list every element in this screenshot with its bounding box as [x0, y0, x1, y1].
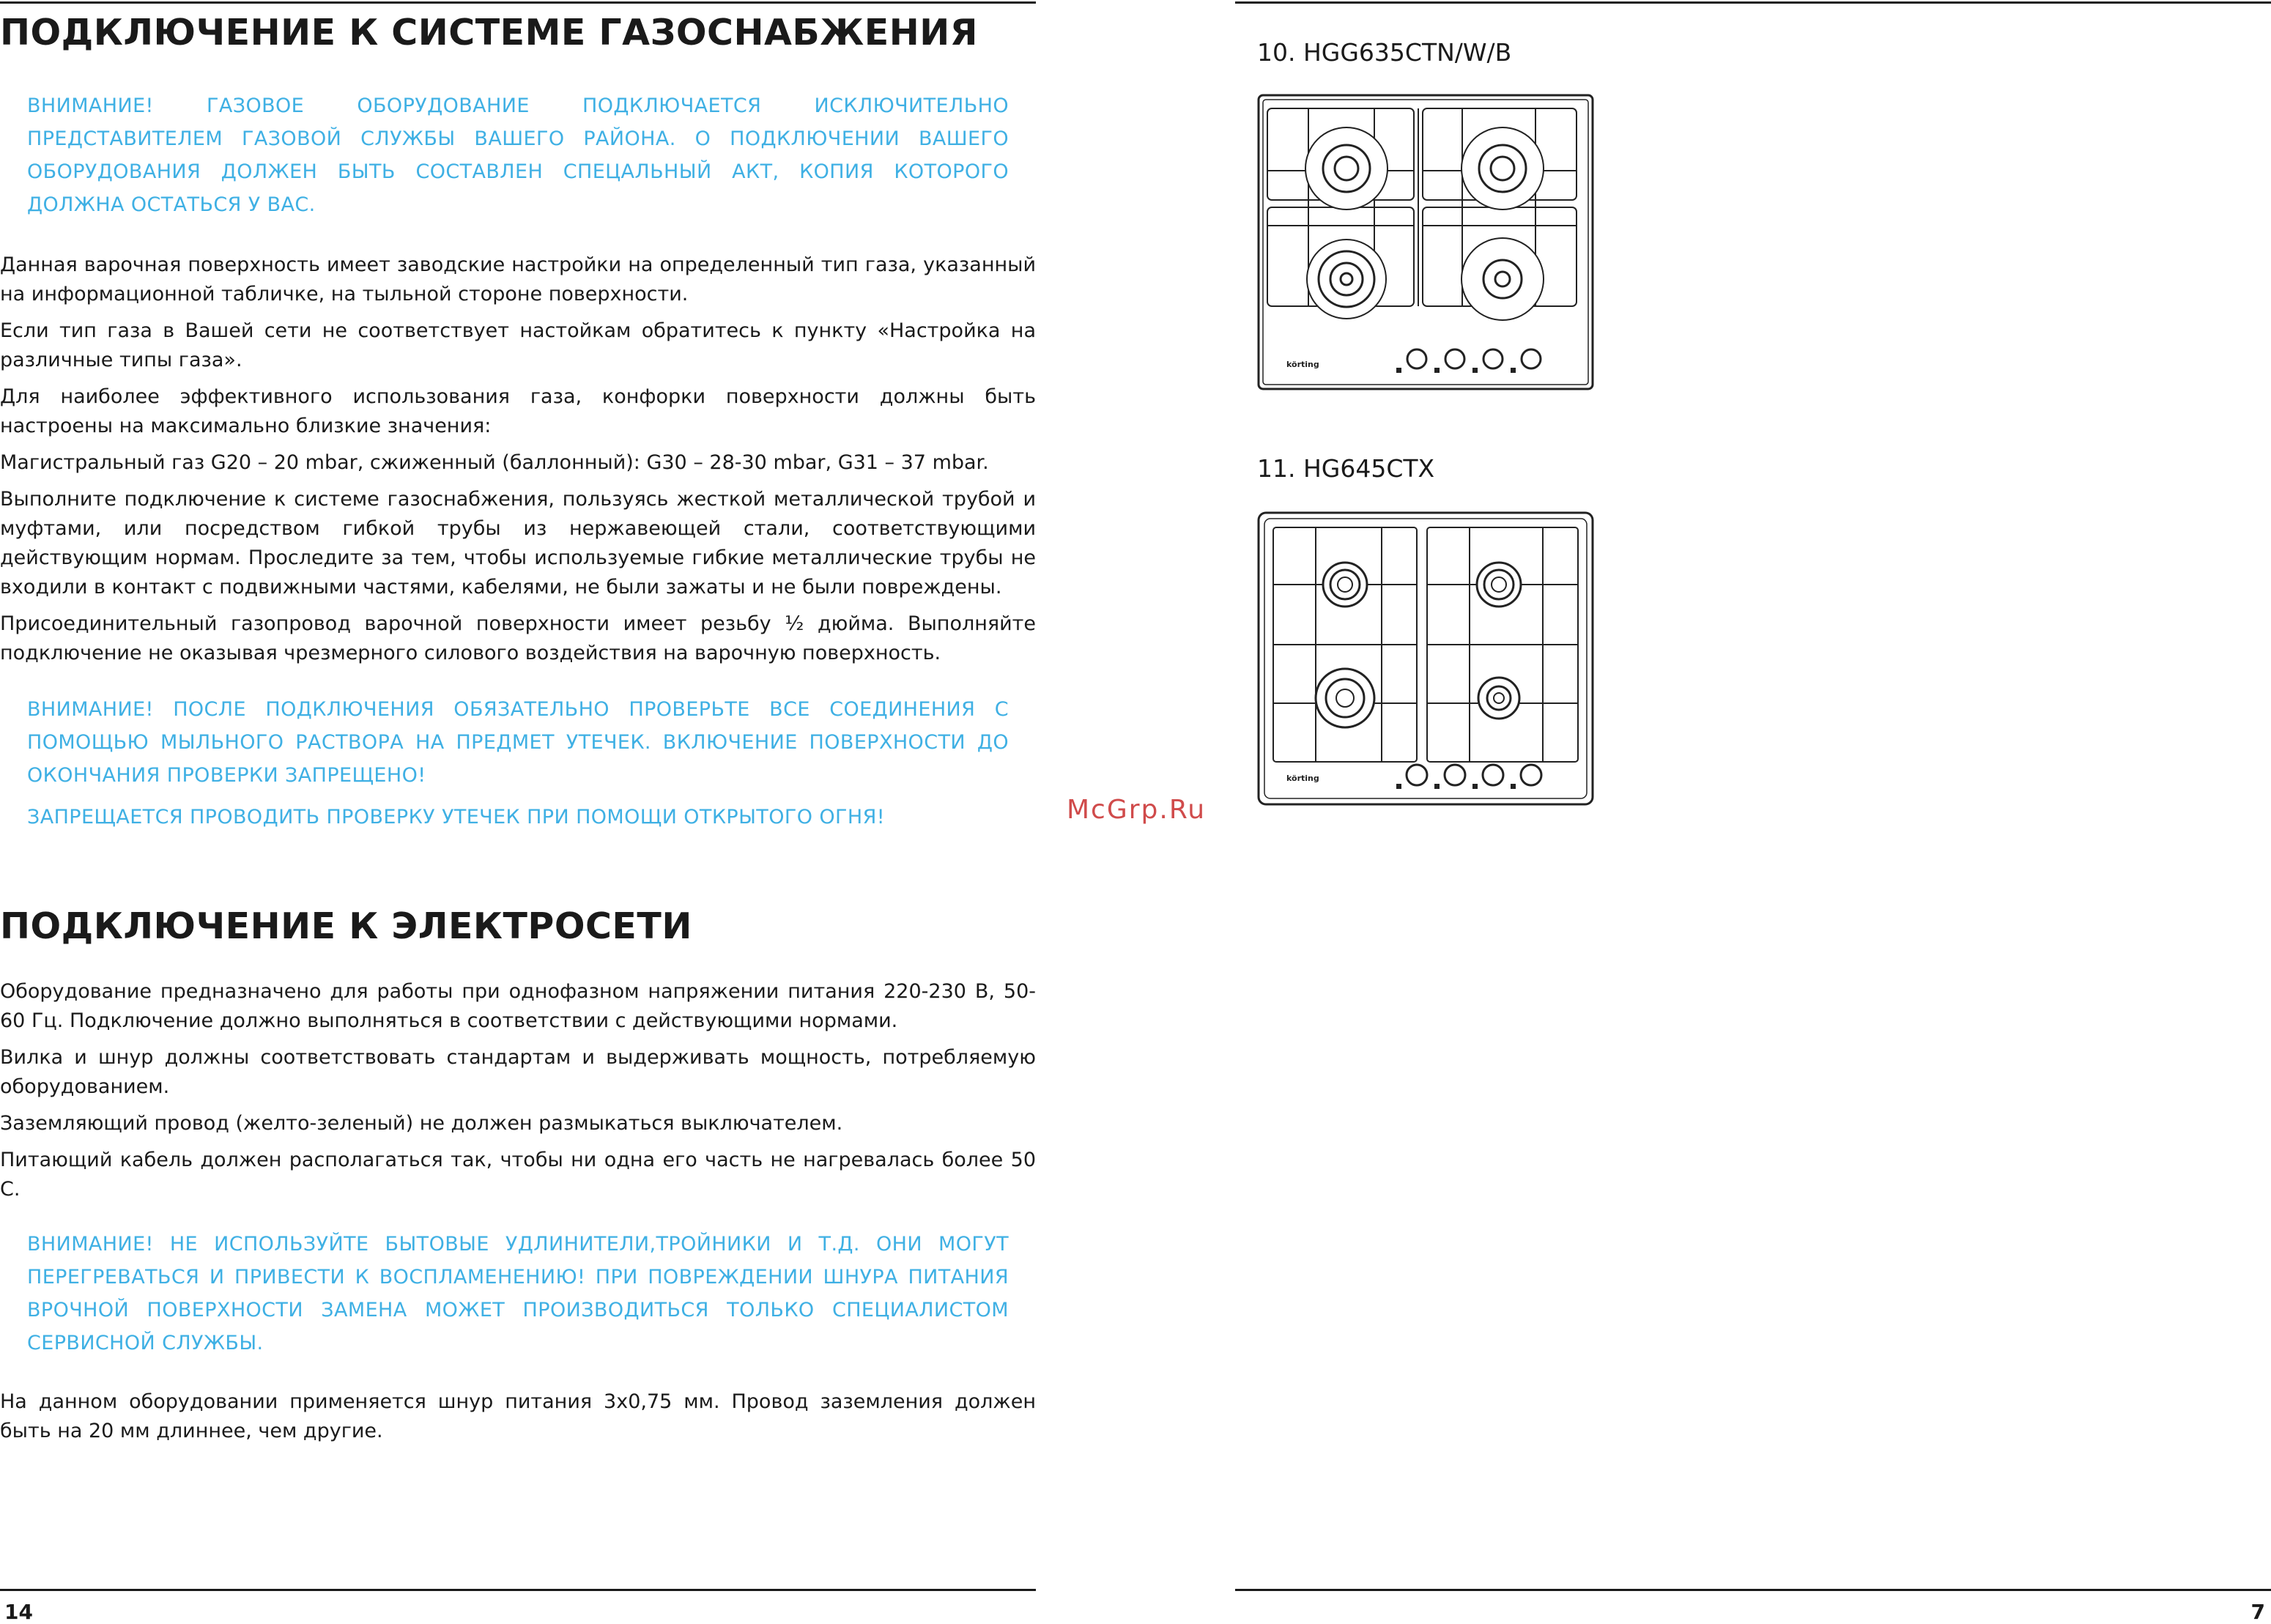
gas-warning-3: ЗАПРЕЩАЕТСЯ ПРОВОДИТЬ ПРОВЕРКУ УТЕЧЕК ПРИ ПОМОЩИ ОТКРЫТОГО ОГНЯ!: [27, 806, 885, 828]
watermark: McGrp.Ru: [1067, 795, 1207, 825]
gas-paragraph-5: Выполните подключение к системе газоснабжения, пользуясь жесткой металлической трубой и муфтами, или посредством гибкой трубы из нержавеющей стали, соответствующими действующим нормам. Проследите за тем, чтобы используемые гибкие металлические трубы не входили в контакт с подвижными частями, кабелями, не были зажаты и не были повреждены.: [0, 488, 1036, 598]
gas-paragraph-3: Для наиболее эффективного использования газа, конфорки поверхности должны быть настроены на максимально близкие значения:: [0, 385, 1036, 437]
gas-paragraph-2: Если тип газа в Вашей сети не соответствует настойкам обратитесь к пункту «Настройка на различные типы газа».: [0, 319, 1036, 371]
burner-icon: [1305, 127, 1544, 320]
section-title-electric: ПОДКЛЮЧЕНИЕ К ЭЛЕКТРОСЕТИ: [0, 905, 692, 947]
top-rule-right: [1235, 1, 2271, 4]
hob-diagram-hgg635ctn: [1257, 94, 1594, 390]
top-rule-left: [0, 1, 1036, 4]
electric-paragraph-4: Питающий кабель должен располагаться так, чтобы ни одна его часть не нагревалась более 50 С.: [0, 1149, 1036, 1201]
electric-paragraph-3: Заземляющий провод (желто-зеленый) не должен размыкаться выключателем.: [0, 1112, 843, 1135]
page-number-left: 14: [4, 1600, 33, 1624]
gas-paragraph-1: Данная варочная поверхность имеет заводские настройки на определенный тип газа, указанный на информационной табличке, на тыльной стороне поверхности.: [0, 253, 1036, 305]
gas-paragraph-4: Магистральный газ G20 – 20 mbar, сжиженный (баллонный): G30 – 28-30 mbar, G31 – 37 mbar.: [0, 451, 989, 474]
electric-paragraph-1: Оборудование предназначено для работы при однофазном напряжении питания 220-230 В, 50-60 Гц. Подключение должно выполняться в соответствии с действующими нормами.: [0, 980, 1036, 1032]
model-label-11: 11. HG645CTX: [1257, 454, 1435, 483]
electric-section-body: [0, 977, 1036, 1453]
page-number-right: 7: [2250, 1600, 2265, 1624]
svg-text:körting: körting: [1286, 774, 1319, 783]
gas-paragraph-6: Присоединительный газопровод варочной поверхности имеет резьбу ½ дюйма. Выполняйте подключение не оказывая чрезмерного силового воздействия на варочную поверхность.: [0, 612, 1036, 664]
hob-diagram-hg645ctx: [1257, 511, 1594, 806]
electric-paragraph-5: На данном оборудовании применяется шнур питания 3х0,75 мм. Провод заземления должен быть на 20 мм длиннее, чем другие.: [0, 1390, 1036, 1442]
model-label-10: 10. HGG635CTN/W/B: [1257, 38, 1512, 67]
gas-warning-2: ВНИМАНИЕ! ПОСЛЕ ПОДКЛЮЧЕНИЯ ОБЯЗАТЕЛЬНО ПРОВЕРЬТЕ ВСЕ СОЕДИНЕНИЯ С ПОМОЩЬЮ МЫЛЬНОГО РАСТВОРА НА ПРЕДМЕТ УТЕЧЕК. ВКЛЮЧЕНИЕ ПОВЕРХНОСТИ ДО ОКОНЧАНИЯ ПРОВЕРКИ ЗАПРЕЩЕНО!: [27, 698, 1009, 787]
electric-warning: ВНИМАНИЕ! НЕ ИСПОЛЬЗУЙТЕ БЫТОВЫЕ УДЛИНИТЕЛИ,ТРОЙНИКИ И Т.Д. ОНИ МОГУТ ПЕРЕГРЕВАТЬСЯ И ПРИВЕСТИ К ВОСПЛАМЕНЕНИЮ! ПРИ ПОВРЕЖДЕНИИ ШНУРА ПИТАНИЯ ВРОЧНОЙ ПОВЕРХНОСТИ ЗАМЕНА МОЖЕТ ПРОИЗВОДИТЬСЯ ТОЛЬКО СПЕЦИАЛИСТОМ СЕРВИСНОЙ СЛУЖБЫ.: [27, 1233, 1009, 1354]
bottom-rule-left: [0, 1589, 1036, 1591]
svg-text:körting: körting: [1286, 360, 1319, 369]
section-title-gas: ПОДКЛЮЧЕНИЕ К СИСТЕМЕ ГАЗОСНАБЖЕНИЯ: [0, 12, 978, 53]
gas-section-body: [0, 89, 1036, 842]
electric-paragraph-2: Вилка и шнур должны соответствовать стандартам и выдерживать мощность, потребляемую оборудованием.: [0, 1046, 1036, 1098]
bottom-rule-right: [1235, 1589, 2271, 1591]
gas-warning-1: ВНИМАНИЕ! ГАЗОВОЕ ОБОРУДОВАНИЕ ПОДКЛЮЧАЕТСЯ ИСКЛЮЧИТЕЛЬНО ПРЕДСТАВИТЕЛЕМ ГАЗОВОЙ СЛУЖБЫ ВАШЕГО РАЙОНА. О ПОДКЛЮЧЕНИИ ВАШЕГО ОБОРУДОВАНИЯ ДОЛЖЕН БЫТЬ СОСТАВЛЕН СПЕЦАЛЬНЫЙ АКТ, КОПИЯ КОТОРОГО ДОЛЖНА ОСТАТЬСЯ У ВАС.: [27, 94, 1009, 216]
